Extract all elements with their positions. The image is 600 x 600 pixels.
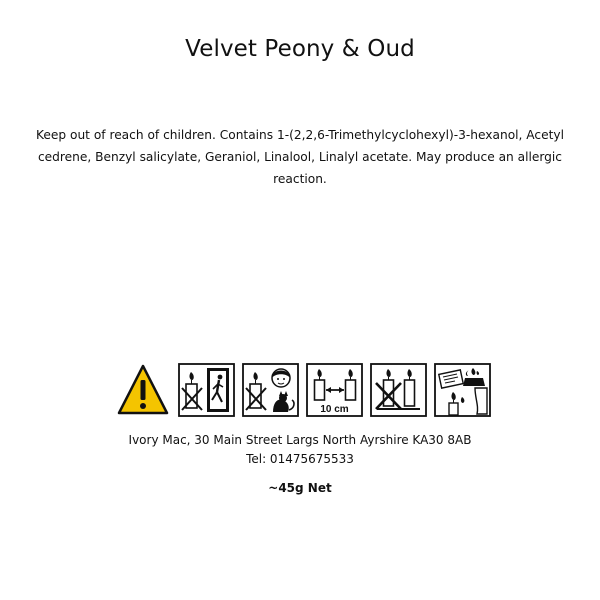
do-not-leave-unattended-icon: [179, 364, 234, 416]
keep-away-from-children-and-pets-icon: [243, 364, 298, 416]
warning-triangle-icon: [119, 366, 167, 413]
safety-warning-text: Keep out of reach of children. Contains 1-(2,2,6-Trimethylcyclohexyl)-3-hexanol, Acetyl cedrene, Benzyl salicylate, Geraniol, Linalool, Linalyl acetate. May produce an allergic reaction.: [36, 128, 564, 186]
do-not-burn-on-flammable-surface-icon: [371, 364, 426, 416]
safety-icons-row: [115, 362, 485, 418]
net-weight: ~45g Net: [268, 481, 332, 495]
distance-between-candles-icon: [307, 364, 362, 416]
supplier-address: Ivory Mac, 30 Main Street Largs North Ayrshire KA30 8AB: [128, 433, 472, 447]
supplier-phone: Tel: 01475675533: [246, 452, 354, 466]
distance-label: 10 cm: [320, 404, 349, 415]
product-title: Velvet Peony & Oud: [185, 36, 415, 62]
keep-away-from-flammable-items-icon: [435, 364, 490, 416]
